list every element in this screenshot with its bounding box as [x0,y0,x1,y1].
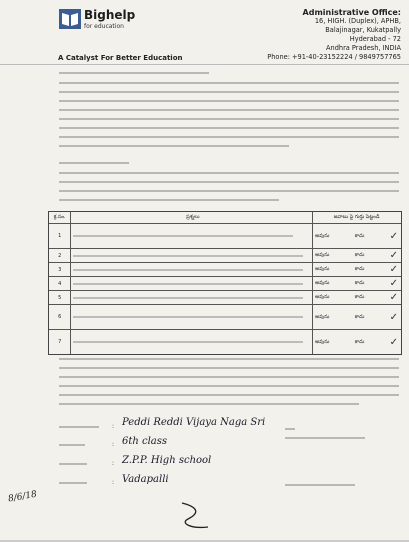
field-colon: : [112,423,115,430]
answer-cell[interactable] [312,277,401,290]
paragraph-line [59,199,279,201]
book-logo-icon [58,7,82,31]
sender-label [285,484,355,486]
paragraph-line [59,358,399,360]
answer-cell[interactable] [312,305,401,329]
checkmark-icon: ✓ [389,250,398,261]
row-number: 5 [58,294,62,301]
tagline: A Catalyst For Better Education [58,54,183,62]
table-row [49,276,401,290]
question-text [70,249,312,262]
checkmark-icon: ✓ [389,336,398,348]
student-name-field[interactable]: Peddi Reddi Vijaya Naga Sri [122,417,266,428]
answer-yes[interactable]: అవును [315,294,330,300]
question-text [70,263,312,276]
paragraph-line [59,100,399,102]
office-line: Hyderabad - 72 [349,35,401,43]
col-header-answer: జవాబు పై గుర్తు పెట్టండి [312,212,401,223]
field-colon: : [112,441,115,448]
paragraph-line [59,82,399,84]
question-text [70,277,312,290]
paragraph-line [59,367,399,369]
question-text [70,224,312,248]
answer-cell[interactable] [312,249,401,262]
paragraph-line [59,109,399,111]
office-address [231,8,401,62]
checkmark-icon: ✓ [389,264,398,275]
field-label [59,444,85,446]
row-number: 6 [58,314,62,320]
office-line: Balajinagar, Kukatpally [325,26,401,34]
field-label [59,463,87,465]
brand-subtitle: for education [84,23,124,30]
paragraph-line [59,181,399,183]
paragraph-line [59,385,399,387]
answer-yes[interactable]: అవును [315,252,330,258]
row-number: 1 [58,233,62,239]
field-label [59,482,87,484]
col-header-number: క్ర.సం. [53,214,66,220]
initial-date: 8/6/18 [7,489,38,505]
row-number: 4 [58,280,62,287]
school-field[interactable]: Z.P.P. High school [122,455,212,466]
answer-no[interactable]: కాదు [354,338,365,345]
office-phone: Phone: +91-40-23152224 / 9849757765 [267,53,401,61]
checkmark-icon: ✓ [389,292,398,303]
answer-no[interactable]: కాదు [354,252,365,258]
answer-no[interactable]: కాదు [354,294,365,300]
field-colon: : [112,479,115,486]
answer-cell[interactable] [312,291,401,304]
checkmark-icon: ✓ [389,230,398,242]
row-number: 2 [58,252,62,259]
table-row [49,223,401,248]
paragraph-line [59,145,289,147]
questionnaire-table [48,211,402,355]
greeting-line [59,72,209,74]
answer-no[interactable]: కాదు [354,280,365,286]
paragraph-line [59,376,399,378]
paragraph-line [59,172,399,174]
question-text [70,330,312,354]
answer-cell[interactable] [312,330,401,354]
bighelp-logo [58,7,178,43]
office-title: Administrative Office: [302,8,401,17]
question-text [70,291,312,304]
answer-cell[interactable] [312,224,401,248]
answer-yes[interactable]: అవును [315,280,330,286]
checkmark-icon: ✓ [389,311,398,323]
village-field[interactable]: Vadapalli [122,474,169,485]
paragraph-line [59,136,399,138]
sender-label [285,428,295,430]
paragraph-line [59,127,399,129]
paragraph-line [59,91,399,93]
answer-no[interactable]: కాదు [354,266,365,272]
header-divider [0,64,409,65]
row-number: 3 [58,266,62,273]
row-number: 7 [58,339,62,345]
class-field[interactable]: 6th class [122,436,168,447]
answer-yes[interactable]: అవును [315,338,330,345]
brand-name: Bighelp [84,8,136,22]
table-header-row [49,212,401,223]
office-line: 16, HIGH. (Duplex), APHB, [314,17,401,25]
table-row [49,262,401,276]
table-row [49,290,401,304]
answer-cell[interactable] [312,263,401,276]
answer-yes[interactable]: అవును [315,266,330,272]
paragraph-line [59,190,399,192]
table-row [49,329,401,354]
paragraph-line [59,394,399,396]
field-label [59,426,99,428]
col-header-questions: ప్రశ్నలు [70,212,312,223]
sender-label [285,437,365,439]
checkmark-icon: ✓ [389,278,398,289]
answer-yes[interactable]: అవును [315,313,330,320]
signature-scrawl [178,499,238,535]
table-row [49,304,401,329]
salutation-line [59,162,129,164]
answer-no[interactable]: కాదు [354,313,365,320]
answer-no[interactable]: కాదు [354,232,365,239]
answer-yes[interactable]: అవును [315,232,330,239]
field-colon: : [112,460,115,467]
paragraph-line [59,118,399,120]
office-line: Andhra Pradesh, INDIA [326,44,401,52]
table-row [49,248,401,262]
question-text [70,305,312,329]
paragraph-line [59,403,359,405]
